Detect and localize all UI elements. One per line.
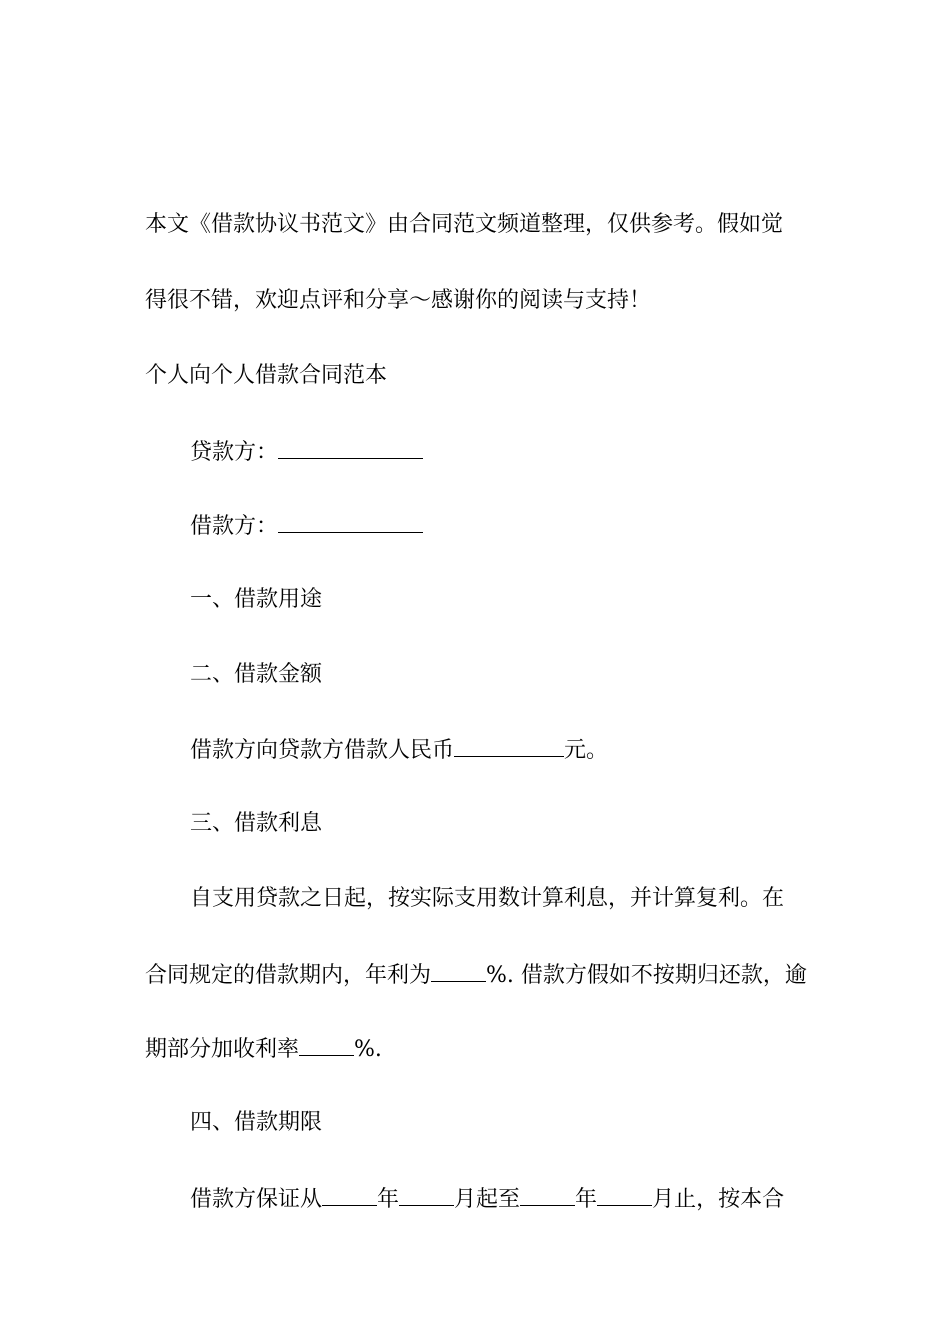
term-text-4: 年	[575, 1187, 598, 1212]
intro-paragraph-line-1	[145, 210, 815, 240]
interest-line-3	[145, 1033, 815, 1065]
borrower-label: 借款方：	[190, 514, 279, 539]
term-line	[190, 1183, 860, 1215]
term-text-2: 年	[377, 1187, 400, 1212]
section-3-text: 三、借款利息	[190, 811, 323, 836]
title-text: 个人向个人借款合同范本	[145, 363, 388, 388]
annual-rate-blank	[431, 959, 486, 982]
interest-text-2-before: 合同规定的借款期内，年利为	[145, 963, 432, 988]
section-heading-1	[190, 585, 860, 615]
amount-line	[190, 734, 860, 766]
section-heading-2	[190, 660, 860, 690]
section-2-text: 二、借款金额	[190, 662, 323, 687]
overdue-rate-blank	[299, 1033, 354, 1056]
section-4-text: 四、借款期限	[190, 1110, 323, 1135]
borrower-blank	[278, 510, 423, 533]
end-year-blank	[520, 1183, 575, 1206]
interest-line-2	[145, 959, 815, 991]
interest-text-2-after: %. 借款方假如不按期归还款，逾	[486, 963, 807, 988]
lender-blank	[278, 436, 423, 459]
intro-text-2: 得很不错，欢迎点评和分享～感谢你的阅读与支持！	[145, 288, 652, 313]
section-heading-4	[190, 1108, 860, 1138]
end-month-blank	[597, 1183, 652, 1206]
lender-label: 贷款方：	[190, 440, 279, 465]
start-year-blank	[322, 1183, 377, 1206]
term-text-3: 月起至	[454, 1187, 521, 1212]
interest-text-3-before: 期部分加收利率	[145, 1037, 300, 1062]
interest-line-1	[190, 884, 860, 914]
start-month-blank	[399, 1183, 454, 1206]
document-title	[145, 361, 815, 391]
lender-line	[190, 436, 860, 468]
term-text-5: 月止，按本合	[652, 1187, 785, 1212]
amount-blank	[454, 734, 564, 757]
intro-text-1: 本文《借款协议书范文》由合同范文频道整理，仅供参考。假如觉	[145, 212, 784, 237]
amount-text-before: 借款方向贷款方借款人民币	[190, 738, 455, 763]
section-heading-3	[190, 809, 860, 839]
interest-text-3-after: %.	[354, 1037, 382, 1062]
interest-text-1: 自支用贷款之日起，按实际支用数计算利息，并计算复利。在	[190, 886, 785, 911]
section-1-text: 一、借款用途	[190, 587, 323, 612]
intro-paragraph-line-2	[145, 286, 815, 316]
borrower-line	[190, 510, 860, 542]
term-text-1: 借款方保证从	[190, 1187, 323, 1212]
amount-text-after: 元。	[564, 738, 609, 763]
